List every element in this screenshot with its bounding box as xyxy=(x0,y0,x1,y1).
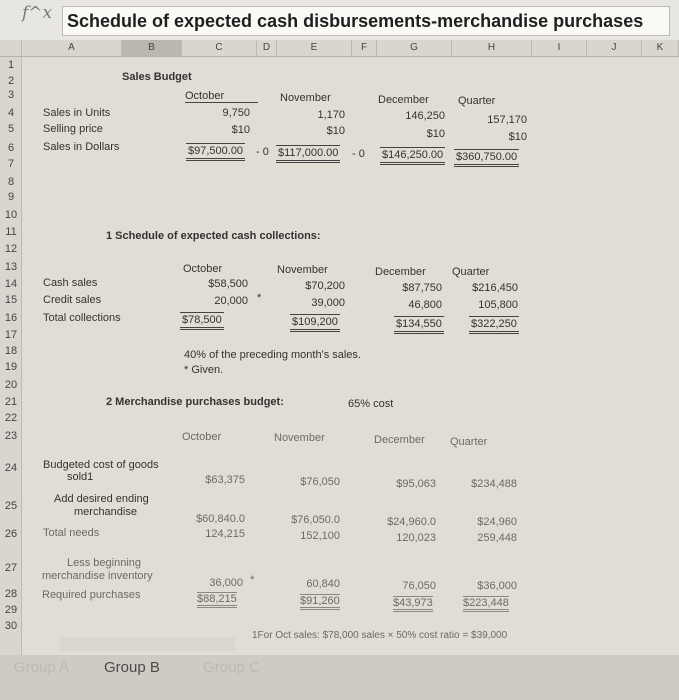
cell[interactable]: $117,000.00 xyxy=(276,145,340,163)
row-header[interactable]: 15 xyxy=(4,294,18,306)
row-header[interactable]: 9 xyxy=(7,191,15,203)
row-header[interactable]: 5 xyxy=(7,123,15,135)
purchases-title: 2 Merchandise purchases budget: xyxy=(106,396,284,408)
row-header[interactable]: 1 xyxy=(7,59,15,71)
cell[interactable]: $36,000 xyxy=(477,580,517,592)
header-november: November xyxy=(277,264,328,276)
row-header[interactable]: 22 xyxy=(4,412,18,424)
cell[interactable]: $43,973 xyxy=(393,596,433,612)
sheet-tabs xyxy=(0,655,679,700)
sales-budget-title: Sales Budget xyxy=(122,71,192,83)
cell[interactable]: 152,100 xyxy=(300,530,340,542)
given-marker: * xyxy=(250,574,255,586)
formula-input[interactable]: Schedule of expected cash disbursements-merchandise purchases xyxy=(62,6,670,36)
row-header[interactable]: 28 xyxy=(4,588,18,600)
header-december: December xyxy=(378,94,429,106)
row-header[interactable]: 30 xyxy=(4,620,18,632)
cell[interactable]: 1,170 xyxy=(317,109,345,121)
row-header[interactable]: 29 xyxy=(4,604,18,616)
cell[interactable]: $146,250.00 xyxy=(380,147,445,165)
cell[interactable]: $70,200 xyxy=(305,280,345,292)
tab-group-b[interactable]: Group B xyxy=(104,659,160,676)
cell[interactable]: $322,250 xyxy=(469,316,519,334)
cell[interactable]: $87,750 xyxy=(402,282,442,294)
header-october: October xyxy=(183,263,223,275)
header-october: October xyxy=(185,90,258,103)
row-headers xyxy=(0,57,22,655)
row-header[interactable]: 18 xyxy=(4,345,18,357)
cell[interactable]: $360,750.00 xyxy=(454,149,519,167)
row-header[interactable]: 12 xyxy=(4,243,18,255)
sales-units-label: Sales in Units xyxy=(43,107,111,119)
cell[interactable]: $234,488 xyxy=(471,478,517,490)
cell[interactable]: 157,170 xyxy=(487,114,527,126)
cost-footnote: 1For Oct sales: $78,000 sales × 50% cost ratio = $39,000 xyxy=(252,630,508,641)
column-header-c[interactable]: C xyxy=(182,40,257,57)
cell[interactable]: $91,260 xyxy=(300,594,340,610)
credit-sales-label: Credit sales xyxy=(43,294,102,306)
row-header[interactable]: 27 xyxy=(4,562,18,574)
cell-note: - 0 xyxy=(352,148,365,160)
row-header[interactable]: 4 xyxy=(7,107,15,119)
beginning-inventory-label-line1: Less beginning xyxy=(67,557,142,569)
cell[interactable]: $216,450 xyxy=(472,282,518,294)
column-header-k[interactable]: K xyxy=(642,40,679,57)
cell[interactable]: $10 xyxy=(426,128,445,140)
cell[interactable]: 20,000 xyxy=(214,295,248,307)
cell[interactable]: $76,050.0 xyxy=(291,514,340,526)
column-header-g[interactable]: G xyxy=(377,40,452,57)
header-december: December xyxy=(375,266,426,278)
row-header[interactable]: 25 xyxy=(4,500,18,512)
cost-note: 65% cost xyxy=(348,398,394,410)
total-needs-label: Total needs xyxy=(43,527,100,539)
cell[interactable]: $58,500 xyxy=(208,278,248,290)
header-october: October xyxy=(182,431,222,443)
cogs-label-line1: Budgeted cost of goods xyxy=(43,459,159,471)
column-header-h[interactable]: H xyxy=(452,40,532,57)
function-icon: f^x xyxy=(22,3,53,23)
header-quarter: Quarter xyxy=(458,95,496,107)
row-header[interactable]: 13 xyxy=(4,261,18,273)
cell[interactable]: $88,215 xyxy=(197,592,237,608)
cell[interactable]: 146,250 xyxy=(405,110,445,122)
cell-note: - 0 xyxy=(256,146,269,158)
header-quarter: Quarter xyxy=(450,436,488,448)
cell[interactable]: $10 xyxy=(326,125,345,137)
row-header[interactable]: 6 xyxy=(7,142,15,154)
given-note: * Given. xyxy=(184,364,224,376)
ending-inventory-label-line1: Add desired ending xyxy=(54,493,149,505)
cell[interactable]: $63,375 xyxy=(205,474,245,486)
select-all-corner[interactable] xyxy=(0,40,22,57)
column-header-b[interactable]: B xyxy=(122,40,182,57)
cell[interactable]: $78,500 xyxy=(180,312,224,330)
cell[interactable]: $24,960.0 xyxy=(387,516,436,528)
cell[interactable]: 60,840 xyxy=(306,578,340,590)
required-purchases-label: Required purchases xyxy=(42,589,141,601)
sales-dollars-label: Sales in Dollars xyxy=(43,141,120,153)
row-header[interactable]: 11 xyxy=(5,226,17,238)
given-marker: * xyxy=(257,292,262,304)
column-header-e[interactable]: E xyxy=(277,40,352,57)
cell[interactable]: $76,050 xyxy=(300,476,340,488)
tab-group-c[interactable]: Group C xyxy=(203,659,260,676)
cell[interactable]: $60,840.0 xyxy=(196,513,245,525)
row-header[interactable]: 26 xyxy=(4,528,18,540)
beginning-inventory-label-line2: merchandise inventory xyxy=(42,570,153,582)
row-header[interactable]: 3 xyxy=(7,89,15,101)
cell[interactable]: $134,550 xyxy=(394,316,444,334)
header-november: November xyxy=(280,92,331,104)
cell[interactable]: 39,000 xyxy=(311,297,345,309)
row-header[interactable]: 2 xyxy=(7,75,15,87)
row-header[interactable]: 20 xyxy=(4,379,18,391)
row-header[interactable]: 17 xyxy=(4,329,18,341)
cell[interactable]: $10 xyxy=(508,131,527,143)
cell[interactable]: 9,750 xyxy=(222,107,250,119)
row-header[interactable]: 8 xyxy=(7,176,15,188)
column-header-j[interactable]: J xyxy=(587,40,642,57)
total-collections-label: Total collections xyxy=(43,312,121,324)
cell[interactable]: 120,023 xyxy=(396,532,436,544)
collections-note: 40% of the preceding month's sales. xyxy=(184,349,361,361)
spreadsheet-grid[interactable] xyxy=(22,57,679,655)
horizontal-scrollbar[interactable] xyxy=(60,637,235,651)
column-header-i[interactable]: I xyxy=(532,40,587,57)
column-header-d[interactable]: D xyxy=(257,40,277,57)
collections-title: 1 Schedule of expected cash collections: xyxy=(106,230,321,242)
row-header[interactable]: 24 xyxy=(4,462,18,474)
row-header[interactable]: 14 xyxy=(4,278,18,290)
ending-inventory-label-line2: merchandise xyxy=(74,506,137,518)
column-header-a[interactable]: A xyxy=(22,40,122,57)
cell[interactable]: 36,000 xyxy=(209,577,243,589)
row-header[interactable]: 19 xyxy=(4,361,18,373)
cell[interactable]: 76,050 xyxy=(402,580,436,592)
cell[interactable]: 259,448 xyxy=(477,532,517,544)
row-header[interactable]: 10 xyxy=(4,209,18,221)
cell[interactable]: $10 xyxy=(231,124,250,136)
cell[interactable]: $24,960 xyxy=(477,516,517,528)
formula-bar xyxy=(0,0,679,40)
cell[interactable]: 46,800 xyxy=(408,299,442,311)
selling-price-label: Selling price xyxy=(43,123,103,135)
cell[interactable]: 105,800 xyxy=(478,299,518,311)
column-header-f[interactable]: F xyxy=(352,40,377,57)
row-header[interactable]: 7 xyxy=(7,158,15,170)
header-december: December xyxy=(374,434,425,446)
header-november: November xyxy=(274,432,325,444)
cell[interactable]: $223,448 xyxy=(463,596,509,612)
header-quarter: Quarter xyxy=(452,266,490,278)
tab-group-a[interactable]: Group A xyxy=(14,659,70,676)
cash-sales-label: Cash sales xyxy=(43,277,98,289)
row-header[interactable]: 23 xyxy=(4,430,18,442)
cell[interactable]: $109,200 xyxy=(290,314,340,332)
row-header[interactable]: 21 xyxy=(4,396,18,408)
row-header[interactable]: 16 xyxy=(4,312,18,324)
cogs-label-line2: sold1 xyxy=(67,471,94,483)
cell[interactable]: $97,500.00 xyxy=(186,143,245,161)
cell[interactable]: 124,215 xyxy=(205,528,245,540)
cell[interactable]: $95,063 xyxy=(396,478,436,490)
